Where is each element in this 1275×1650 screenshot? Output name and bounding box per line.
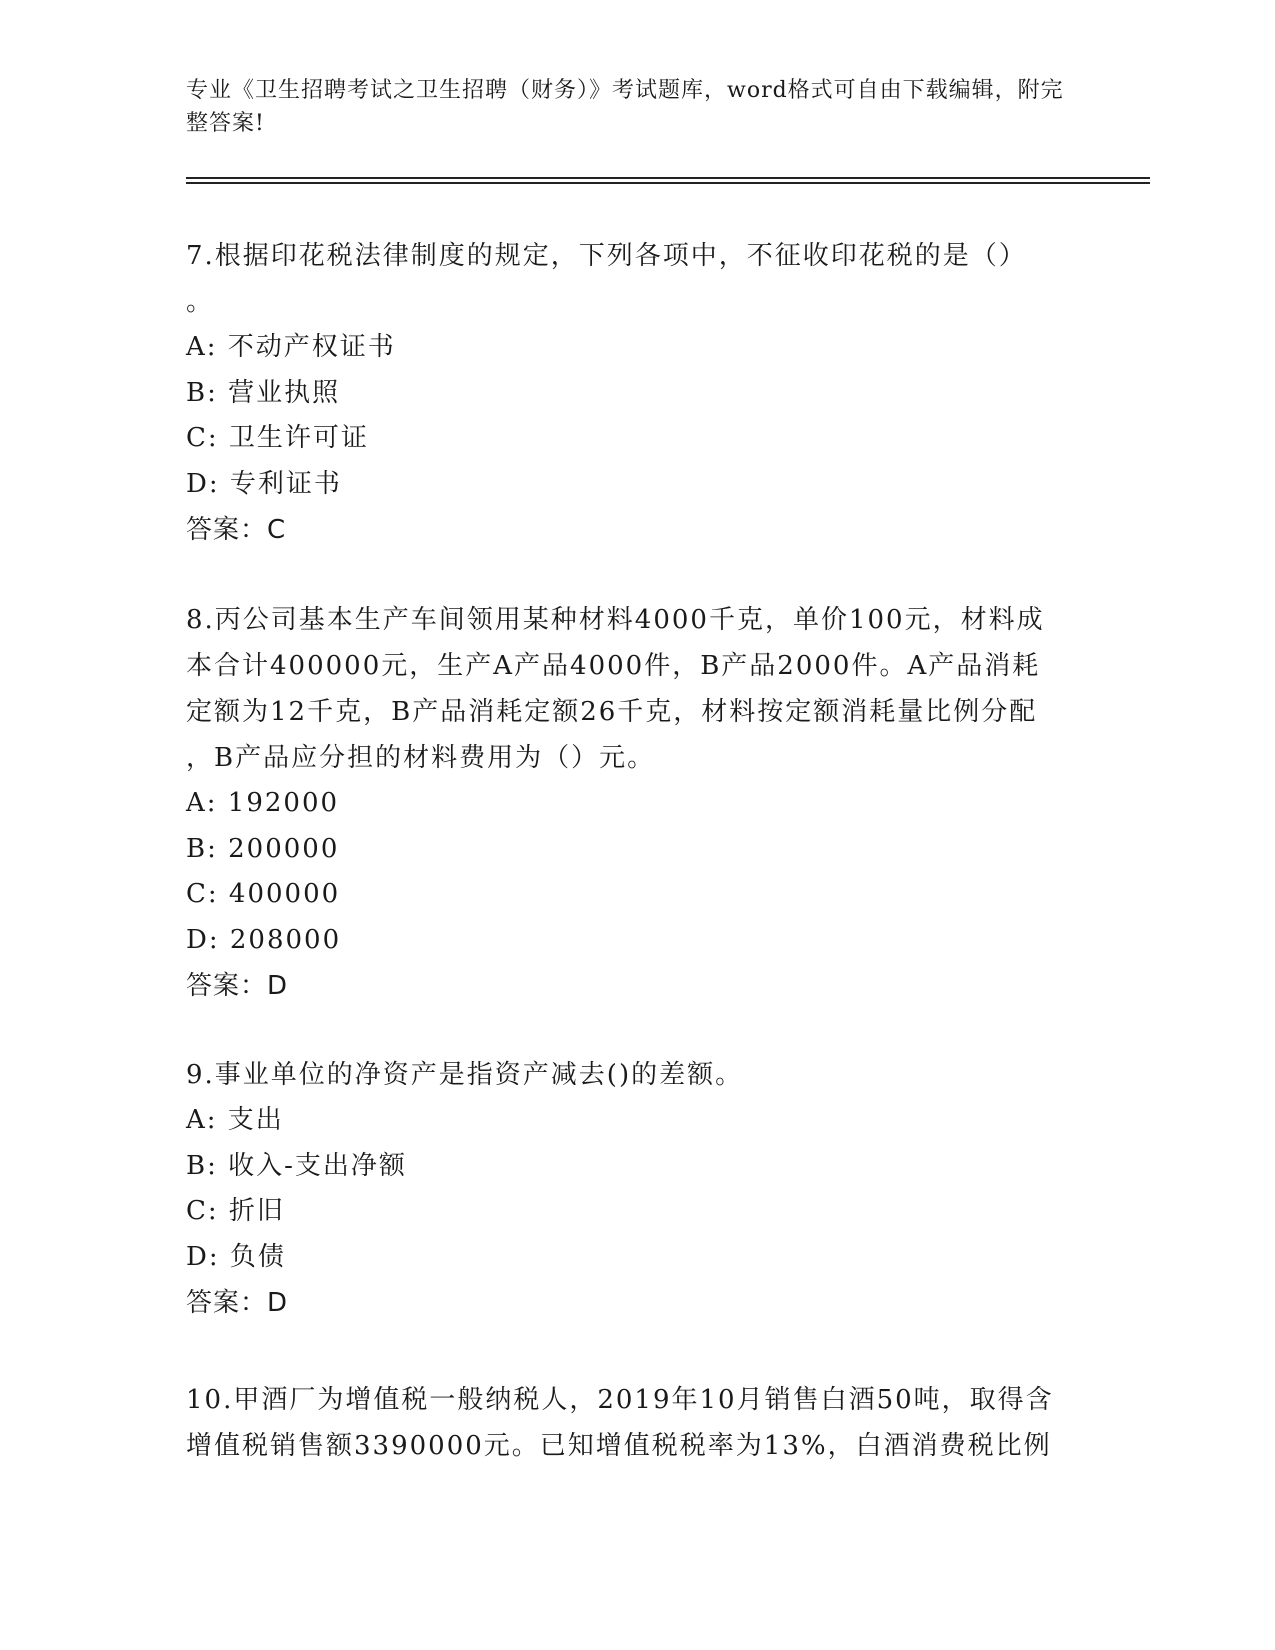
question-9 bbox=[186, 1052, 1086, 1326]
question-8-option-c: C: 400000 bbox=[186, 879, 341, 909]
question-7 bbox=[186, 233, 1086, 553]
question-8-stem-line-2: 本合计400000元，生产A产品4000件，B产品2000件。A产品消耗 bbox=[186, 651, 1041, 681]
header-text: 专业《卫生招聘考试之卫生招聘（财务）》考试题库，word格式可自由下载编辑，附完整答案! bbox=[186, 78, 1064, 136]
question-9-option-a: A: 支出 bbox=[186, 1105, 284, 1135]
question-7-stem-line-1: 7.根据印花税法律制度的规定，下列各项中，不征收印花税的是（） bbox=[186, 241, 1027, 271]
question-10 bbox=[186, 1377, 1086, 1469]
question-7-option-c: C: 卫生许可证 bbox=[186, 423, 369, 453]
question-7-answer: 答案：C bbox=[186, 515, 287, 545]
question-7-option-d: D: 专利证书 bbox=[186, 468, 342, 499]
question-8-stem-line-3: 定额为12千克，B产品消耗定额26千克，材料按定额消耗量比例分配 bbox=[186, 697, 1038, 727]
header-rule-bottom bbox=[186, 182, 1150, 184]
question-8-stem-line-4: ，B产品应分担的材料费用为（）元。 bbox=[186, 743, 656, 773]
question-7-option-b: B: 营业执照 bbox=[186, 377, 341, 408]
question-10-stem-line-2: 增值税销售额3390000元。已知增值税税率为13%，白酒消费税比例 bbox=[186, 1431, 1052, 1461]
question-9-option-b: B: 收入-支出净额 bbox=[186, 1150, 407, 1181]
document-header bbox=[186, 74, 1066, 140]
question-8-stem-line-1: 8.丙公司基本生产车间领用某种材料4000千克，单价100元，材料成 bbox=[186, 605, 1045, 635]
question-9-option-d: D: 负债 bbox=[186, 1241, 286, 1272]
question-9-option-c: C: 折旧 bbox=[186, 1196, 285, 1226]
header-rule-top bbox=[186, 177, 1150, 179]
question-8-answer: 答案：D bbox=[186, 971, 289, 1001]
question-7-stem-line-2: 。 bbox=[186, 287, 215, 317]
question-9-answer: 答案：D bbox=[186, 1288, 289, 1318]
question-8-option-a: A: 192000 bbox=[186, 788, 340, 818]
question-10-stem-line-1: 10.甲酒厂为增值税一般纳税人，2019年10月销售白酒50吨，取得含 bbox=[186, 1385, 1054, 1415]
question-8-option-b: B: 200000 bbox=[186, 833, 340, 864]
question-7-option-a: A: 不动产权证书 bbox=[186, 332, 396, 362]
question-8-option-d: D: 208000 bbox=[186, 924, 342, 955]
question-9-stem-line-1: 9.事业单位的净资产是指资产减去()的差额。 bbox=[186, 1060, 744, 1090]
question-8 bbox=[186, 597, 1086, 1009]
